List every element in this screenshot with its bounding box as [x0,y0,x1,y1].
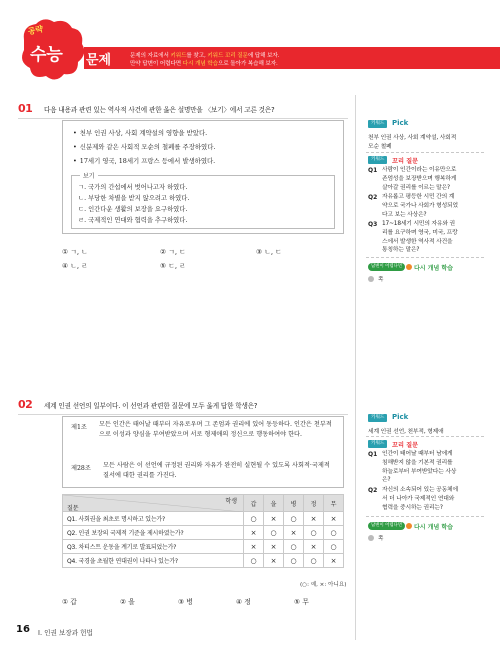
sidebar-divider-dashed [366,436,484,437]
sidebar-divider [355,95,356,640]
article-text: 모든 인간은 태어날 때부터 자유로우며 그 존엄과 권리에 있어 동등하다. 인간은 천부적으로 이성과 양심을 부여받았으며 서로 형제애의 정신으로 행동하여야 한다. [99,421,332,438]
table-row [63,526,344,540]
bogi-item: ㄹ. 국제적인 연대와 협력을 추구하였다. [78,217,188,224]
answer-choice-3[interactable]: ③ ㄴ, ㄷ [256,248,282,256]
tail-questions-title: 꼬리 질문 [392,158,419,165]
page-ref: 쪽 [378,277,384,283]
tail-question-number: Q2 [368,194,378,201]
tail-question-text: 자신의 소속되어 있는 공동체에 서 더 나아가 국제적인 연대와 협력을 중시하는 권리는? [382,487,458,511]
article-label: 제28조 [71,465,91,472]
pick-keywords: 천부 인권 사상, 사회 계약설, 사회적 [368,135,457,141]
relearn-tag: 답변이 어렵다면 [368,522,405,530]
pick-label: Pick [392,413,409,421]
tail-question-text: 사람이 인간이라는 이유만으로 존엄성을 보장받으며 행복하게 살아갈 권리를 이르는 말은? [382,167,457,191]
answer-choice-2[interactable]: ② 을 [120,598,135,606]
passage-bullet: • 신분제와 같은 사회적 모순의 철폐를 주장하였다. [73,142,215,151]
table-mark: ○ [324,526,344,540]
table-mark: ○ [284,540,304,554]
passage-bullet: • 17세기 영국, 18세기 프랑스 등에서 발생하였다. [73,156,215,165]
table-head-student: 무 [324,495,344,512]
bogi-item: ㄱ. 국가의 간섭에서 벗어나고자 하였다. [78,184,188,191]
table-mark: ○ [284,554,304,568]
table-head-student: 갑 [244,495,264,512]
table-mark: ○ [284,512,304,526]
svg-text:수능: 수능 [30,45,63,65]
header-band [108,47,500,69]
table-mark: × [324,512,344,526]
header-instruction-line-2: 만약 답변이 어렵다면 다시 개념 학습으로 돌아가 복습해 보자. [130,61,278,67]
table-mark: ○ [244,554,264,568]
question-1-passage-box [62,120,344,234]
table-mark: ○ [324,540,344,554]
table-head-student: 병 [284,495,304,512]
table-mark: × [264,554,284,568]
relearn-icon [406,523,412,529]
question-2-table [62,494,344,568]
answer-choice-3[interactable]: ③ 병 [178,598,193,606]
sidebar-divider-dashed [366,152,484,153]
table-mark: × [324,554,344,568]
question-1-title: 다음 내용과 관련 있는 역사적 사건에 관한 옳은 설명만을 〈보기〉에서 고른 것은? [44,106,275,114]
relearn-tag: 답변이 어렵다면 [368,263,405,271]
question-1-number: 01 [18,102,33,115]
table-header-row [63,495,344,512]
table-legend-note: (○: 예, ×: 아니요) [300,582,347,588]
article-text: 모든 사람은 이 선언에 규정된 권리와 자유가 완전히 실현될 수 있도록 사회적·국제적 질서에 대한 권리를 가진다. [103,462,330,479]
table-row [63,554,344,568]
tail-question-text: 17~18세기 시민의 자유와 권 리를 요구하며 영국, 미국, 프랑 스에서 발생한 역사적 사건을 통칭하는 말은? [382,221,458,254]
table-mark: × [284,526,304,540]
table-head-student: 정 [304,495,324,512]
table-mark: × [304,512,324,526]
tail-question-text: 인간이 태어날 때부터 남에게 침해받지 않을 기본적 권리를 하늘로부터 부여받았다는 사상 은? [382,451,457,484]
table-question: Q1. 사회권을 최초로 명시하고 있는가? [63,512,244,526]
keyword-badge: 키워드 [368,156,387,164]
tail-question-number: Q1 [368,167,378,174]
page-ref: 쪽 [378,536,384,542]
table-mark: ○ [264,526,284,540]
page-ref-icon [368,535,374,541]
relearn-icon [406,264,412,270]
bogi-label: 보기 [80,171,98,180]
table-mark: ○ [304,526,324,540]
answer-choice-1[interactable]: ① 갑 [62,598,77,606]
table-mark: ○ [304,554,324,568]
tail-questions-title: 꼬리 질문 [392,442,419,449]
tail-question-number: Q2 [368,487,378,494]
article-label: 제1조 [71,424,87,431]
svg-text:공략: 공략 [27,24,45,37]
answer-choice-4[interactable]: ④ 정 [236,598,251,606]
keyword-badge: 키워드 [368,440,387,448]
question-2-number: 02 [18,398,33,411]
table-mark: × [244,526,264,540]
table-mark: × [264,512,284,526]
answer-choice-5[interactable]: ⑤ 무 [294,598,309,606]
question-1-rule [18,118,348,119]
suneung-logo [18,16,90,84]
page-number: 16 [16,624,30,635]
question-2-title: 세계 인권 선언의 일부이다. 이 선언과 관련한 질문에 모두 옳게 답한 학생은? [44,402,258,410]
table-mark: ○ [244,512,264,526]
pick-keywords: 모순 철폐 [368,144,392,150]
keyword-badge: 키워드 [368,120,387,128]
header-instruction-line-1: 문제의 자료에서 키워드를 찾고, 키워드 꼬리 질문에 답해 보자. [130,53,280,59]
question-2-articles-box [62,416,344,488]
bogi-item: ㄷ. 인간다운 생활의 보장을 요구하였다. [78,206,188,213]
table-question: Q2. 인권 보장의 국제적 기준을 제시하였는가? [63,526,244,540]
table-head-question: 질문 학생 [63,495,244,512]
tail-question-text: 자유롭고 평등한 시민 간의 계 약으로 국가나 사회가 형성되었 다고 보는 사상은? [382,194,458,218]
table-head-student: 을 [264,495,284,512]
pick-label: Pick [392,119,409,127]
bogi-box [71,175,335,229]
table-question: Q3. 차티스트 운동을 계기로 발표되었는가? [63,540,244,554]
chapter-title: Ⅰ. 인권 보장과 헌법 [38,629,93,637]
keyword-badge: 키워드 [368,414,387,422]
table-mark: × [264,540,284,554]
passage-bullet: • 천부 인권 사상, 사회 계약설의 영향을 받았다. [73,128,207,137]
pick-keywords: 세계 인권 선언, 천부적, 형제애 [368,429,444,435]
table-mark: × [244,540,264,554]
table-row [63,540,344,554]
page-ref-icon [368,276,374,282]
table-mark: × [304,540,324,554]
relearn-label[interactable]: 다시 개념 학습 [414,265,453,272]
tail-question-number: Q1 [368,451,378,458]
relearn-label[interactable]: 다시 개념 학습 [414,524,453,531]
sidebar-divider-dashed [366,516,484,517]
question-2-rule [18,414,348,415]
answer-choice-4[interactable]: ④ ㄴ, ㄹ [62,262,88,270]
answer-choice-1[interactable]: ① ㄱ, ㄴ [62,248,88,256]
table-question: Q4. 국경을 초월한 연대권이 나타나 있는가? [63,554,244,568]
tail-question-number: Q3 [368,221,378,228]
bogi-item: ㄴ. 부당한 차별을 받지 않으려고 하였다. [78,195,190,202]
answer-choice-2[interactable]: ② ㄱ, ㄷ [160,248,186,256]
header-title: 문제 [86,53,112,68]
table-row [63,512,344,526]
answer-choice-5[interactable]: ⑤ ㄷ, ㄹ [160,262,186,270]
sidebar-divider-dashed [366,257,484,258]
